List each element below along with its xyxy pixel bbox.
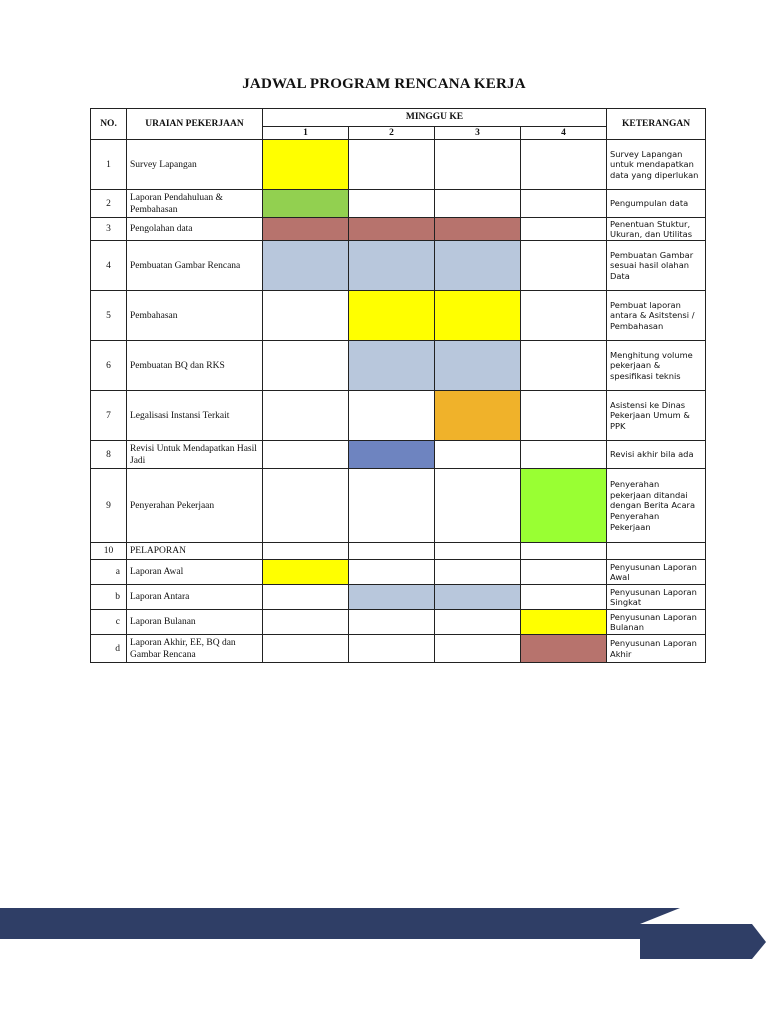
week-1-cell xyxy=(263,140,349,190)
week-1-cell xyxy=(263,560,349,585)
week-4-cell xyxy=(521,543,607,560)
week-3-cell xyxy=(435,543,521,560)
week-4-cell xyxy=(521,610,607,635)
task-description: Laporan Awal xyxy=(127,560,263,585)
header-keterangan: KETERANGAN xyxy=(607,109,706,140)
week-4-cell xyxy=(521,635,607,663)
week-2-cell xyxy=(349,241,435,291)
header-uraian: URAIAN PEKERJAAN xyxy=(127,109,263,140)
week-1-cell xyxy=(263,610,349,635)
row-number: 4 xyxy=(91,241,127,291)
week-3-cell xyxy=(435,218,521,241)
row-number: 10 xyxy=(91,543,127,560)
table-row xyxy=(91,441,706,469)
row-number: 7 xyxy=(91,391,127,441)
footer-arrow-icon xyxy=(630,908,768,960)
table-row xyxy=(91,140,706,190)
table-row xyxy=(91,391,706,441)
week-1-cell xyxy=(263,291,349,341)
week-4-cell xyxy=(521,441,607,469)
week-4-cell xyxy=(521,291,607,341)
footer-bar xyxy=(0,908,680,939)
week-2-cell xyxy=(349,585,435,610)
keterangan-cell: Pembuatan Gambar sesuai hasil olahan Data xyxy=(607,241,706,291)
week-1-cell xyxy=(263,543,349,560)
row-number: 5 xyxy=(91,291,127,341)
week-4-cell xyxy=(521,140,607,190)
keterangan-cell: Pembuat laporan antara & Asitstensi / Pembahasan xyxy=(607,291,706,341)
document-title: JADWAL PROGRAM RENCANA KERJA xyxy=(242,76,526,92)
keterangan-cell: Penyerahan pekerjaan ditandai dengan Berita Acara Penyerahan Pekerjaan xyxy=(607,469,706,543)
week-3-cell xyxy=(435,469,521,543)
week-3-cell xyxy=(435,341,521,391)
row-number: d xyxy=(91,635,127,663)
row-number: a xyxy=(91,560,127,585)
row-number: 8 xyxy=(91,441,127,469)
task-description: Pembuatan BQ dan RKS xyxy=(127,341,263,391)
table-row xyxy=(91,585,706,610)
week-2-cell xyxy=(349,635,435,663)
week-4-cell xyxy=(521,241,607,291)
week-3-cell xyxy=(435,441,521,469)
table-row xyxy=(91,560,706,585)
week-2-cell xyxy=(349,610,435,635)
header-week-3: 3 xyxy=(435,127,521,140)
week-1-cell xyxy=(263,341,349,391)
week-1-cell xyxy=(263,241,349,291)
week-2-cell xyxy=(349,469,435,543)
table-row xyxy=(91,635,706,663)
task-description: Pembahasan xyxy=(127,291,263,341)
keterangan-cell: Revisi akhir bila ada xyxy=(607,441,706,469)
week-2-cell xyxy=(349,441,435,469)
header-week-2: 2 xyxy=(349,127,435,140)
table-row xyxy=(91,241,706,291)
week-1-cell xyxy=(263,190,349,218)
table-row xyxy=(91,341,706,391)
week-4-cell xyxy=(521,560,607,585)
table-row xyxy=(91,610,706,635)
keterangan-cell: Penyusunan Laporan Akhir xyxy=(607,635,706,663)
task-description: Revisi Untuk Mendapatkan Hasil Jadi xyxy=(127,441,263,469)
week-4-cell xyxy=(521,469,607,543)
table-row xyxy=(91,469,706,543)
keterangan-cell xyxy=(607,543,706,560)
week-4-cell xyxy=(521,585,607,610)
week-1-cell xyxy=(263,585,349,610)
week-2-cell xyxy=(349,218,435,241)
week-3-cell xyxy=(435,560,521,585)
table-row xyxy=(91,543,706,560)
task-description: Legalisasi Instansi Terkait xyxy=(127,391,263,441)
week-4-cell xyxy=(521,218,607,241)
keterangan-cell: Survey Lapangan untuk mendapatkan data yang diperlukan xyxy=(607,140,706,190)
row-number: b xyxy=(91,585,127,610)
task-description: Survey Lapangan xyxy=(127,140,263,190)
week-2-cell xyxy=(349,391,435,441)
keterangan-cell: Penyusunan Laporan Awal xyxy=(607,560,706,585)
week-1-cell xyxy=(263,441,349,469)
week-4-cell xyxy=(521,391,607,441)
row-number: 6 xyxy=(91,341,127,391)
week-1-cell xyxy=(263,469,349,543)
week-3-cell xyxy=(435,291,521,341)
keterangan-cell: Asistensi ke Dinas Pekerjaan Umum & PPK xyxy=(607,391,706,441)
schedule-table xyxy=(90,108,706,663)
row-number: 9 xyxy=(91,469,127,543)
week-3-cell xyxy=(435,241,521,291)
header-minggu-ke: MINGGU KE xyxy=(263,109,607,127)
table-row xyxy=(91,218,706,241)
keterangan-cell: Penyusunan Laporan Singkat xyxy=(607,585,706,610)
week-2-cell xyxy=(349,543,435,560)
week-3-cell xyxy=(435,585,521,610)
keterangan-cell: Penyusunan Laporan Bulanan xyxy=(607,610,706,635)
week-2-cell xyxy=(349,291,435,341)
task-description: Pengolahan data xyxy=(127,218,263,241)
week-2-cell xyxy=(349,560,435,585)
week-3-cell xyxy=(435,140,521,190)
week-3-cell xyxy=(435,635,521,663)
week-1-cell xyxy=(263,635,349,663)
row-number: 3 xyxy=(91,218,127,241)
week-1-cell xyxy=(263,218,349,241)
week-1-cell xyxy=(263,391,349,441)
task-description: PELAPORAN xyxy=(127,543,263,560)
header-week-1: 1 xyxy=(263,127,349,140)
task-description: Laporan Pendahuluan & Pembahasan xyxy=(127,190,263,218)
schedule-body xyxy=(91,140,706,663)
table-row xyxy=(91,291,706,341)
task-description: Laporan Bulanan xyxy=(127,610,263,635)
week-3-cell xyxy=(435,610,521,635)
row-number: 2 xyxy=(91,190,127,218)
week-4-cell xyxy=(521,190,607,218)
row-number: c xyxy=(91,610,127,635)
week-2-cell xyxy=(349,341,435,391)
keterangan-cell: Menghitung volume pekerjaan & spesifikasi teknis xyxy=(607,341,706,391)
task-description: Laporan Akhir, EE, BQ dan Gambar Rencana xyxy=(127,635,263,663)
keterangan-cell: Pengumpulan data xyxy=(607,190,706,218)
week-2-cell xyxy=(349,190,435,218)
table-row xyxy=(91,190,706,218)
keterangan-cell: Penentuan Stuktur, Ukuran, dan Utilitas xyxy=(607,218,706,241)
header-no: NO. xyxy=(91,109,127,140)
week-2-cell xyxy=(349,140,435,190)
header-week-4: 4 xyxy=(521,127,607,140)
week-3-cell xyxy=(435,190,521,218)
task-description: Penyerahan Pekerjaan xyxy=(127,469,263,543)
row-number: 1 xyxy=(91,140,127,190)
week-3-cell xyxy=(435,391,521,441)
task-description: Pembuatan Gambar Rencana xyxy=(127,241,263,291)
task-description: Laporan Antara xyxy=(127,585,263,610)
week-4-cell xyxy=(521,341,607,391)
